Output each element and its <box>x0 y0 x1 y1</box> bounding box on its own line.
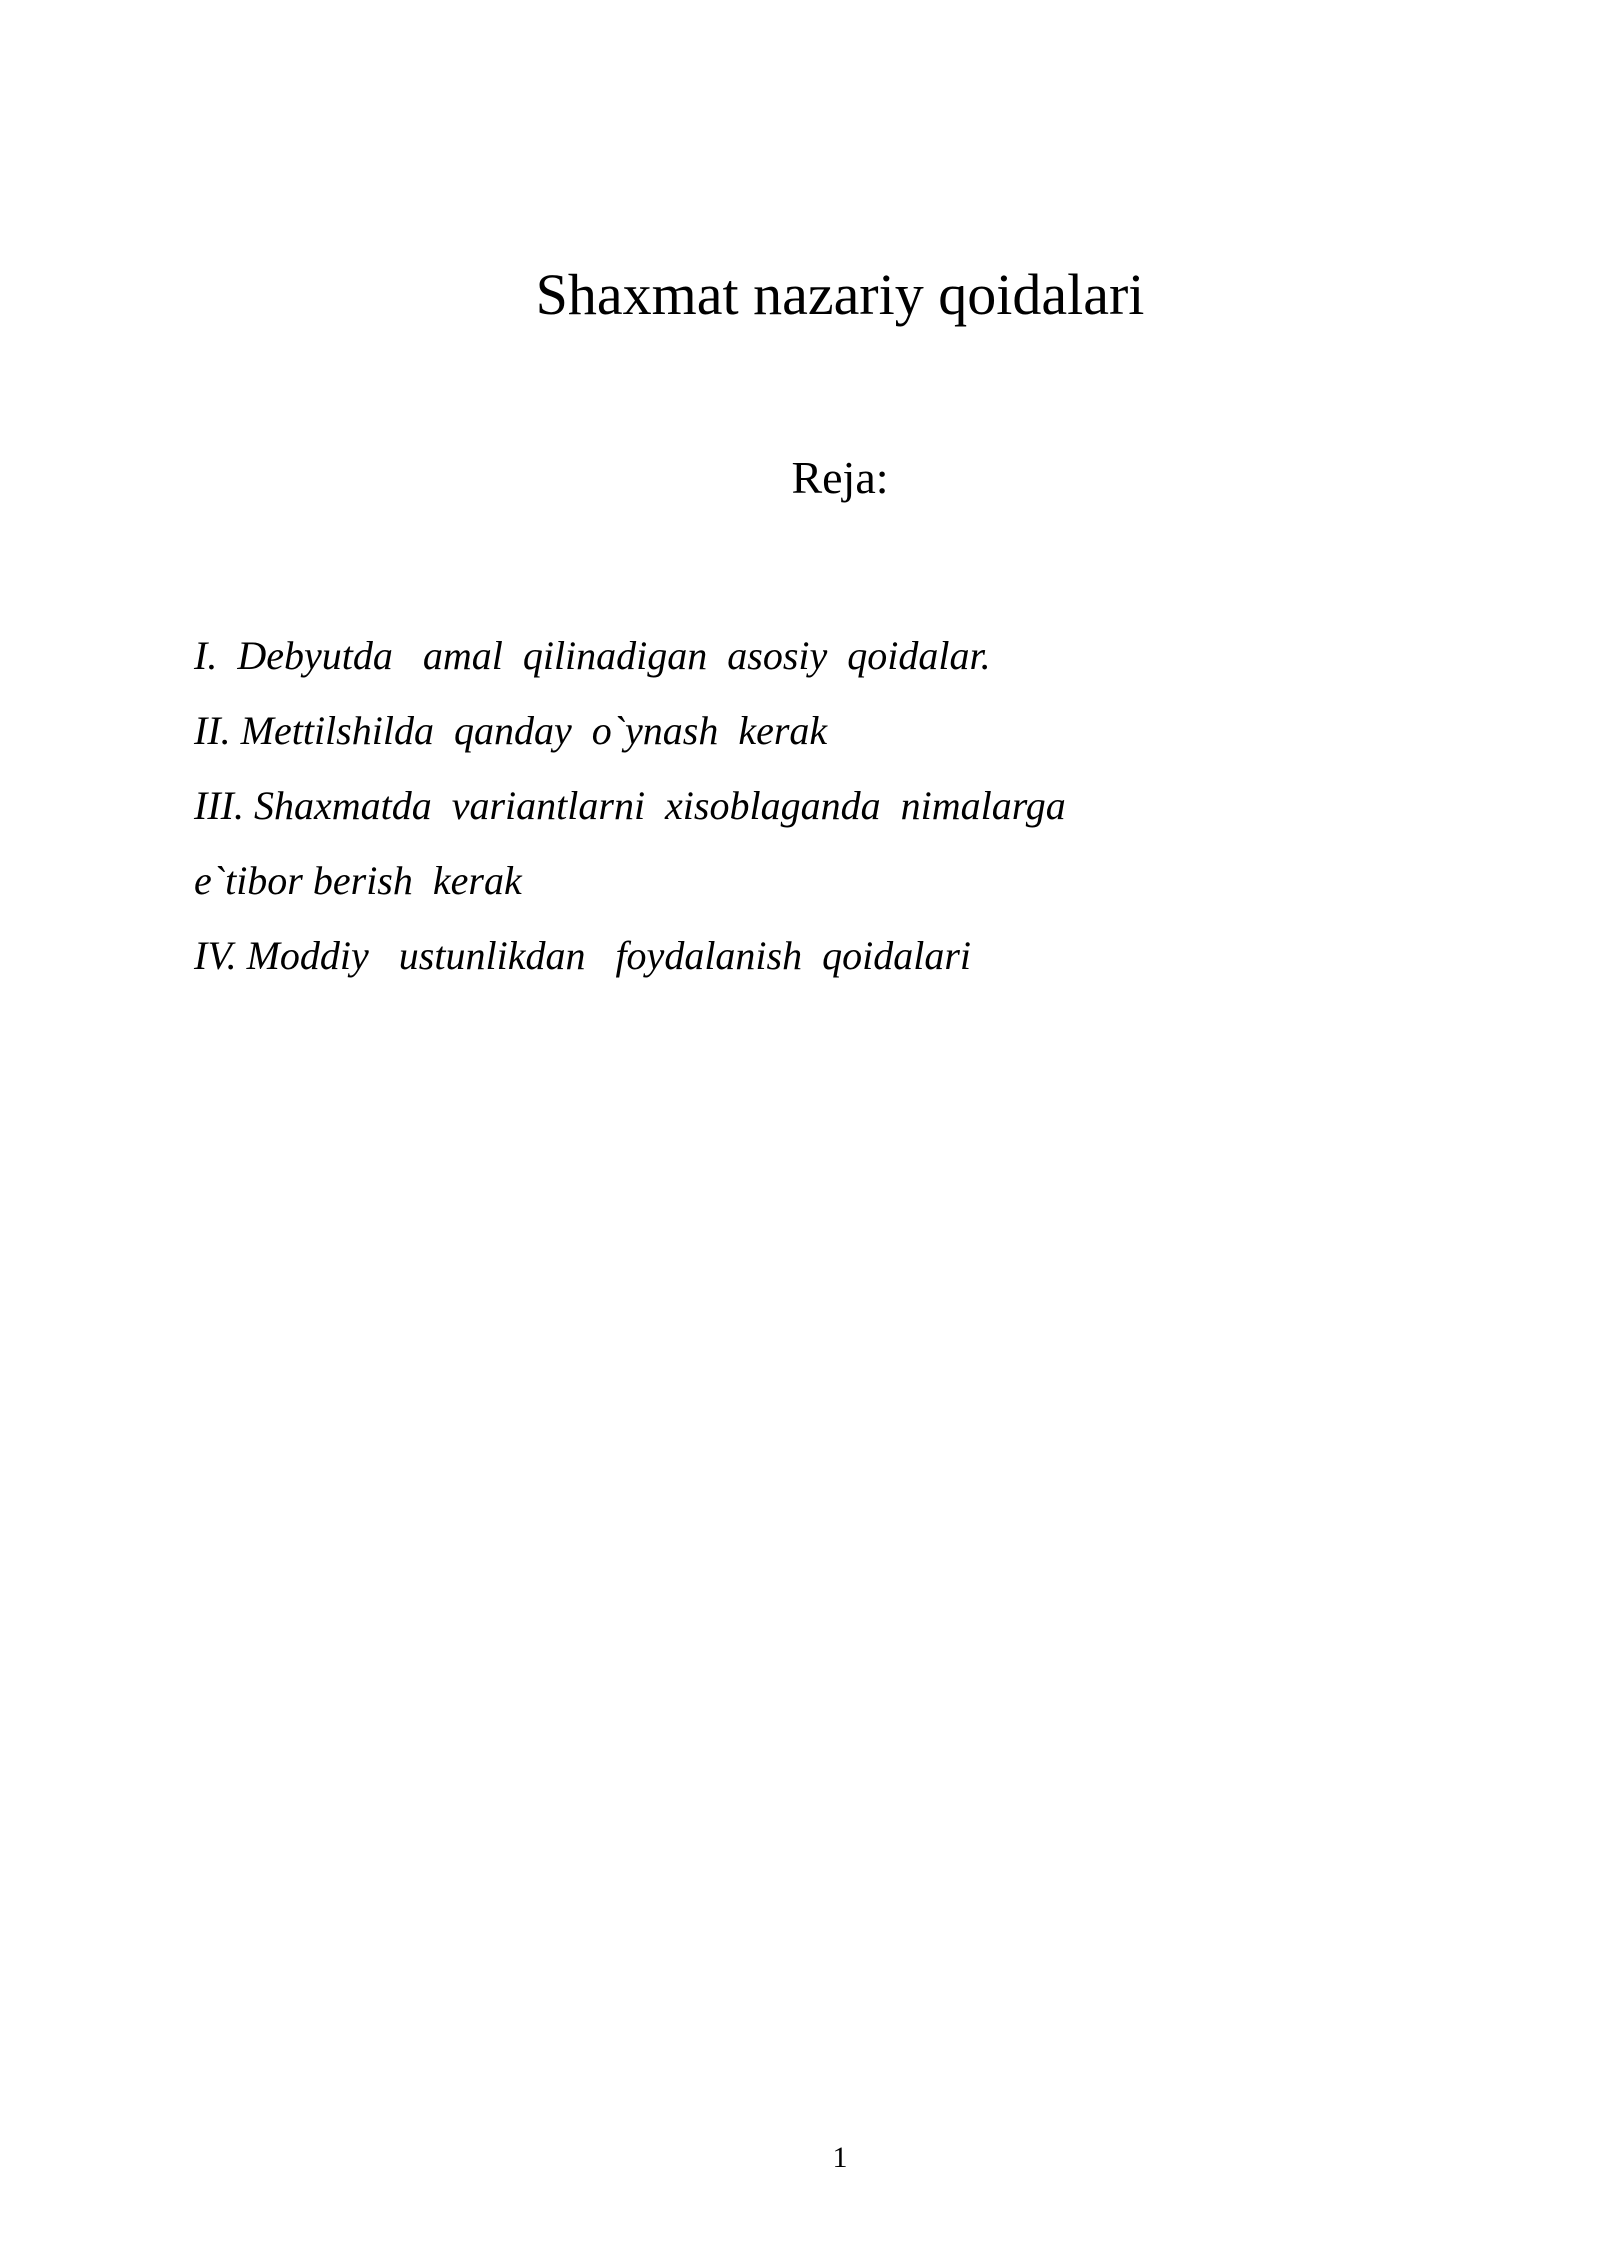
plan-list <box>194 618 1066 993</box>
plan-item-1: I. Debyutda amal qilinadigan asosiy qoidalar. <box>194 633 991 678</box>
plan-item-3-continued: e`tibor berish kerak <box>194 858 522 903</box>
plan-heading: Reja: <box>791 452 889 503</box>
plan-item-3: III. Shaxmatda variantlarni xisoblaganda nimalarga <box>194 783 1066 828</box>
document-title: Shaxmat nazariy qoidalari <box>535 262 1145 327</box>
page-number: 1 <box>832 2141 848 2174</box>
plan-item-4: IV. Moddiy ustunlikdan foydalanish qoidalari <box>194 933 972 978</box>
plan-item-2: II. Mettilshilda qanday o`ynash kerak <box>194 708 828 753</box>
